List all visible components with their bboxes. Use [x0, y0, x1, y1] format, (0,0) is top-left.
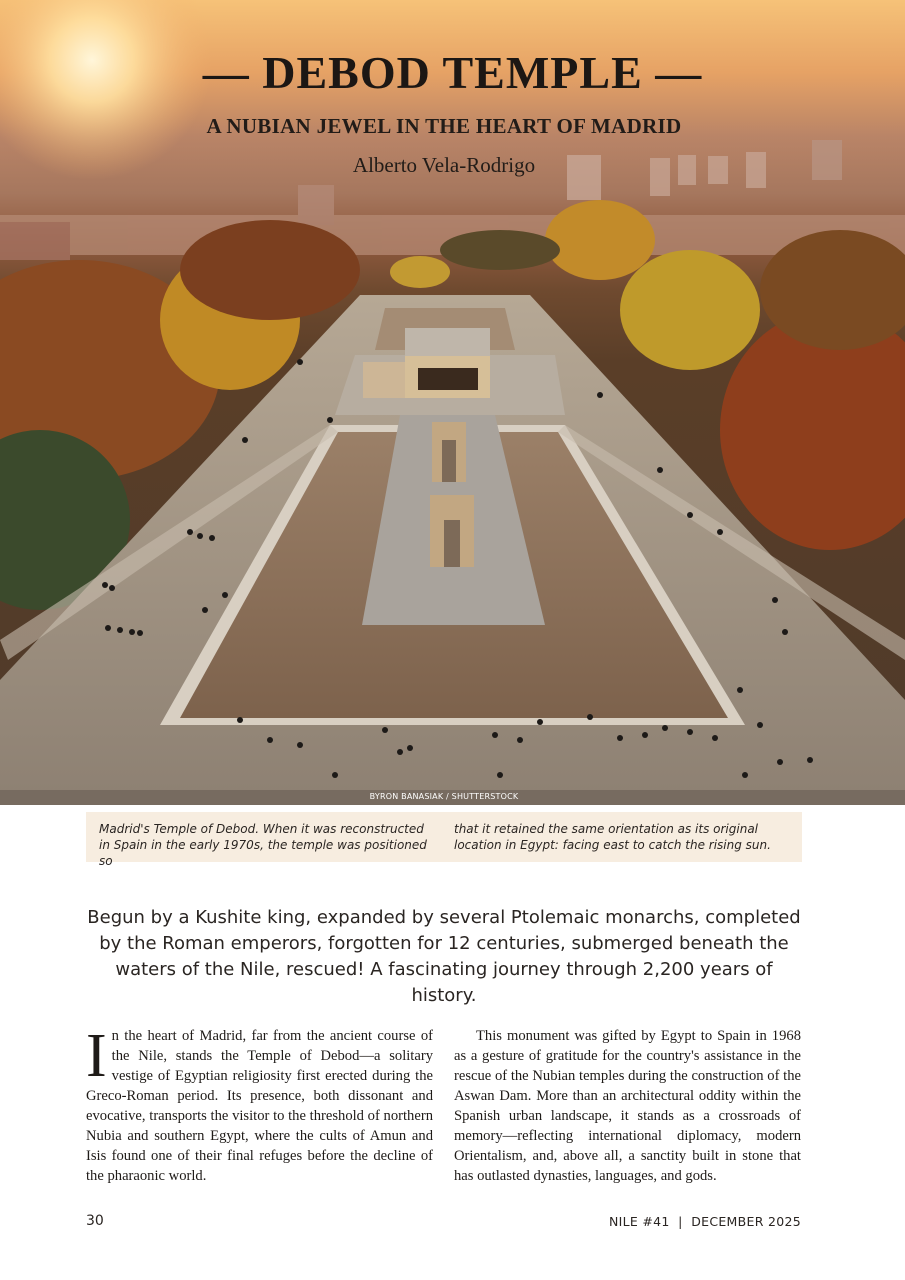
- photo-credit: BYRON BANASIAK / SHUTTERSTOCK: [369, 792, 519, 801]
- caption-column-2: that it retained the same orientation as its original location in Egypt: facing east to catch the rising sun.: [454, 822, 771, 852]
- body-column-1-text: n the heart of Madrid, far from the ancient course of the Nile, stands the Temple of Debod—a solitary vestige of Egyptian religiosity first erected during the Greco-Roman period. Its presence, both dissonant and evocative, transports the visitor to the threshold of northern Nubia and southern Egypt, where the cults of Amun and Isis found one of their final refuges before the decline of the pharaonic world.: [86, 1028, 433, 1184]
- drop-cap: I: [86, 1022, 107, 1090]
- body-column-1: [86, 1022, 433, 1186]
- article-deck: Begun by a Kushite king, expanded by several Ptolemaic monarchs, completed by the Roman emperors, forgotten for 12 centuries, submerged beneath the waters of the Nile, rescued! A fascinating journey through 2,200 years of history.: [87, 907, 801, 1006]
- issue-label: NILE #41 | DECEMBER 2025: [608, 1214, 801, 1229]
- page-number: 30: [86, 1213, 104, 1229]
- caption-column-1: Madrid's Temple of Debod. When it was reconstructed in Spain in the early 1970s, the temple was positioned so: [99, 822, 427, 868]
- article-subtitle: A NUBIAN JEWEL IN THE HEART OF MADRID: [206, 114, 682, 138]
- body-column-2: This monument was gifted by Egypt to Spain in 1968 as a gesture of gratitude for the country's assistance in the rescue of the Nubian temples during the construction of the Aswan Dam. More than an architectural oddity within the Spanish urban landscape, it stands as a crossroads of memory—reflecting international diplomacy, modern Orientalism, and, above all, a sanctity built in stone that has outlasted dynasties, languages, and gods.: [454, 1028, 801, 1184]
- author-byline: Alberto Vela-Rodrigo: [352, 153, 536, 177]
- photo-caption: [86, 812, 802, 868]
- article-title: — DEBOD TEMPLE —: [202, 47, 703, 98]
